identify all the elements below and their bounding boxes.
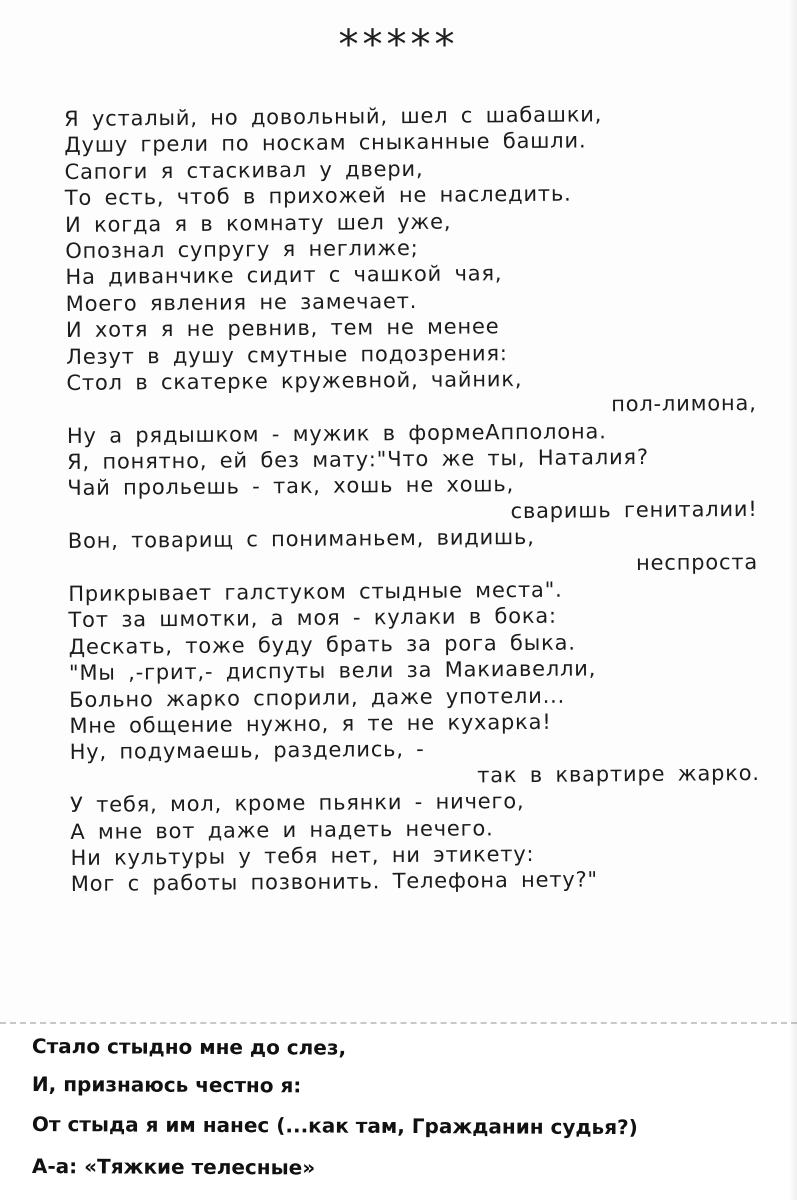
poem-line: сваришь гениталии! [510, 496, 758, 523]
scan-edge-shadow [789, 0, 797, 1200]
footer-line: Стало стыдно мне до слез, [31, 1034, 347, 1060]
poem-line: Душу грели по носкам сныканные башли. [64, 128, 587, 158]
poem-line: И когда я в комнату шел уже, [64, 209, 452, 237]
poem-line: Ну а рядышком - мужик в формеАпполона. [66, 418, 607, 448]
poem-line: Чай прольешь - так, хошь не хошь, [67, 472, 515, 501]
poem-line: Стол в скатерке кружевной, чайник, [66, 366, 523, 395]
poem-line: А мне вот даже и надеть нечего. [70, 815, 494, 844]
footer-line: И, признаюсь честно я: [31, 1072, 302, 1098]
poem-line: Опознал супругу я неглиже; [65, 235, 419, 263]
poem-line: То есть, чтоб в прихожей не наследить. [64, 181, 572, 211]
poem-line: пол-лимона, [611, 391, 757, 417]
poem-line: У тебя, мол, кроме пьянки - ничего, [69, 789, 525, 818]
poem-line: Вон, товарищ с пониманьем, видишь, [67, 525, 535, 554]
footer-line: От стыда я им нанес (...как там, Гражданин судья?) [31, 1112, 638, 1140]
poem-line: Моего явления не замечает. [65, 288, 418, 316]
poem-line: Я усталый, но довольный, шел с шабашки, [64, 102, 603, 131]
footer-block [0, 1022, 797, 1202]
poem-line: Я, понятно, ей без мату:"Что же ты, Наталия? [67, 444, 649, 475]
poem-line: Прикрывает галстуком стыдные места". [68, 577, 563, 607]
poem-line: Мне общение нужно, я те не кухарка! [69, 709, 552, 738]
poem-line: Больно жарко спорили, даже употели... [69, 683, 566, 712]
poem-body [64, 100, 761, 898]
poem-line: Дескать, тоже буду брать за рога быка. [68, 630, 576, 659]
poem-line: Мог с работы позвонить. Телефона нету?" [70, 867, 599, 897]
poem-line: Лезут в душу смутные подозрения: [66, 340, 508, 369]
poem-line: Сапоги я стаскивал у двери, [64, 156, 424, 184]
poem-line: неспроста [635, 549, 759, 575]
poem-line: Тот за шмотки, а моя - кулаки в бока: [68, 604, 557, 633]
poem-line: "Мы ,-грит,- диспуты вели за Макиавелли, [68, 656, 597, 686]
footer-line: А-а: «Тяжкие телесные» [31, 1154, 316, 1180]
poem-title: ***** [338, 22, 459, 68]
poem-line: На диванчике сидит с чашкой чая, [65, 261, 503, 290]
poem-line: Ни культуры у тебя нет, ни этикету: [70, 841, 535, 870]
poem-line: так в квартире жарко. [477, 760, 760, 788]
poem-line: Ну, подумаешь, разделись, - [69, 737, 425, 765]
poem-line: И хотя я не ревнив, тем не менее [65, 314, 500, 343]
